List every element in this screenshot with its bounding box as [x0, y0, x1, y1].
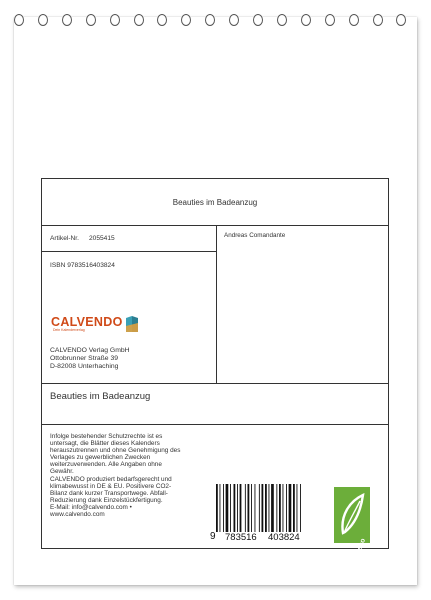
- binding-ring: [86, 14, 96, 26]
- legal-line: www.calvendo.com: [50, 511, 105, 519]
- binding-ring: [349, 14, 359, 26]
- binding-ring: [38, 14, 48, 26]
- divider: [42, 251, 216, 252]
- article-number: 2055415: [89, 235, 115, 242]
- binding-ring: [14, 14, 24, 26]
- barcode-bar: [255, 484, 256, 532]
- spiral-binding: [0, 14, 431, 34]
- publisher-name: CALVENDO Verlag GmbH: [50, 347, 130, 354]
- binding-ring: [277, 14, 287, 26]
- binding-ring: [325, 14, 335, 26]
- legal-line: Reduzierung dank Einzelstückfertigung.: [50, 496, 163, 504]
- legal-line: untersagt, die Blätter dieses Kalenders: [50, 440, 160, 448]
- book-logo-icon: [125, 315, 139, 333]
- publisher-city: D-82008 Unterhaching: [50, 363, 119, 370]
- legal-line: Gewähr.: [50, 468, 74, 476]
- binding-ring: [110, 14, 120, 26]
- binding-ring: [373, 14, 383, 26]
- barcode-bar: [297, 484, 298, 532]
- binding-ring: [229, 14, 239, 26]
- barcode-bar: [245, 484, 246, 532]
- barcode-bar: [226, 484, 229, 532]
- barcode-bar: [286, 484, 287, 532]
- barcode-bar: [240, 484, 242, 532]
- legal-line: CALVENDO produziert bedarfsgerecht und: [50, 475, 172, 483]
- binding-ring: [253, 14, 263, 26]
- author-name: Andreas Comandante: [224, 232, 286, 239]
- isbn: ISBN 9783516403824: [50, 262, 115, 269]
- isbn-barcode: [210, 484, 314, 549]
- barcode-bar: [269, 484, 270, 532]
- calvendo-logo: [51, 315, 123, 332]
- article-label: Artikel-Nr.: [50, 235, 79, 242]
- binding-ring: [301, 14, 311, 26]
- binding-ring: [157, 14, 167, 26]
- divider: [216, 225, 217, 383]
- eco-badge: [334, 487, 370, 552]
- barcode-bar: [279, 484, 281, 532]
- binding-ring: [62, 14, 72, 26]
- barcode-bar: [300, 484, 301, 532]
- legal-line: herauszutrennen und ohne Genehmigung des: [50, 447, 181, 455]
- barcode-bar: [220, 484, 221, 532]
- logo-tagline: Dein Kalenderverlag: [53, 328, 85, 332]
- barcode-bar: [259, 484, 260, 532]
- legal-line: Verlages zu gewerblichen Zwecken: [50, 454, 151, 462]
- barcode-bar: [289, 484, 292, 532]
- barcode-bar: [251, 484, 252, 532]
- logo-wordmark: CALVENDO: [51, 315, 123, 329]
- barcode-bar: [248, 484, 250, 532]
- info-card: [41, 178, 389, 552]
- barcode-bar: [230, 484, 231, 532]
- binding-ring: [396, 14, 406, 26]
- barcode-lead-digit: 9: [210, 531, 216, 542]
- barcode-bar: [237, 484, 238, 532]
- divider: [42, 225, 388, 226]
- divider: [42, 424, 388, 425]
- leaf-icon: [334, 487, 370, 543]
- publisher-street: Ottobrunner Straße 39: [50, 355, 119, 362]
- barcode-group-1: 783516: [225, 532, 257, 543]
- binding-ring: [134, 14, 144, 26]
- barcode-bar: [234, 484, 236, 532]
- barcode-bar: [216, 484, 218, 532]
- barcode-bar: [223, 484, 224, 532]
- divider: [42, 383, 388, 384]
- binding-ring: [181, 14, 191, 26]
- legal-line: Bilanz dank kurzer Transportwege. Abfall-: [50, 489, 168, 497]
- legal-line: Infolge bestehender Schutzrechte ist es: [50, 433, 163, 440]
- barcode-bar: [276, 484, 277, 532]
- eco-text: eco: [356, 537, 367, 552]
- barcode-bar: [265, 484, 267, 532]
- barcode-group-2: 403824: [268, 532, 300, 543]
- binding-ring: [205, 14, 215, 26]
- calendar-title-mid: Beauties im Badeanzug: [50, 391, 151, 402]
- barcode-bar: [283, 484, 284, 532]
- barcode-bar: [271, 484, 274, 532]
- legal-text: [50, 433, 218, 518]
- barcode-bar: [293, 484, 295, 532]
- calendar-title-top: Beauties im Badeanzug: [172, 197, 258, 207]
- legal-line: E-Mail: info@calvendo.com •: [50, 503, 132, 511]
- legal-line: weiterzuverwenden. Alle Angaben ohne: [50, 461, 162, 469]
- legal-line: klimabewusst in DE & EU. Positivere CO2-: [50, 482, 172, 490]
- barcode-bar: [262, 484, 264, 532]
